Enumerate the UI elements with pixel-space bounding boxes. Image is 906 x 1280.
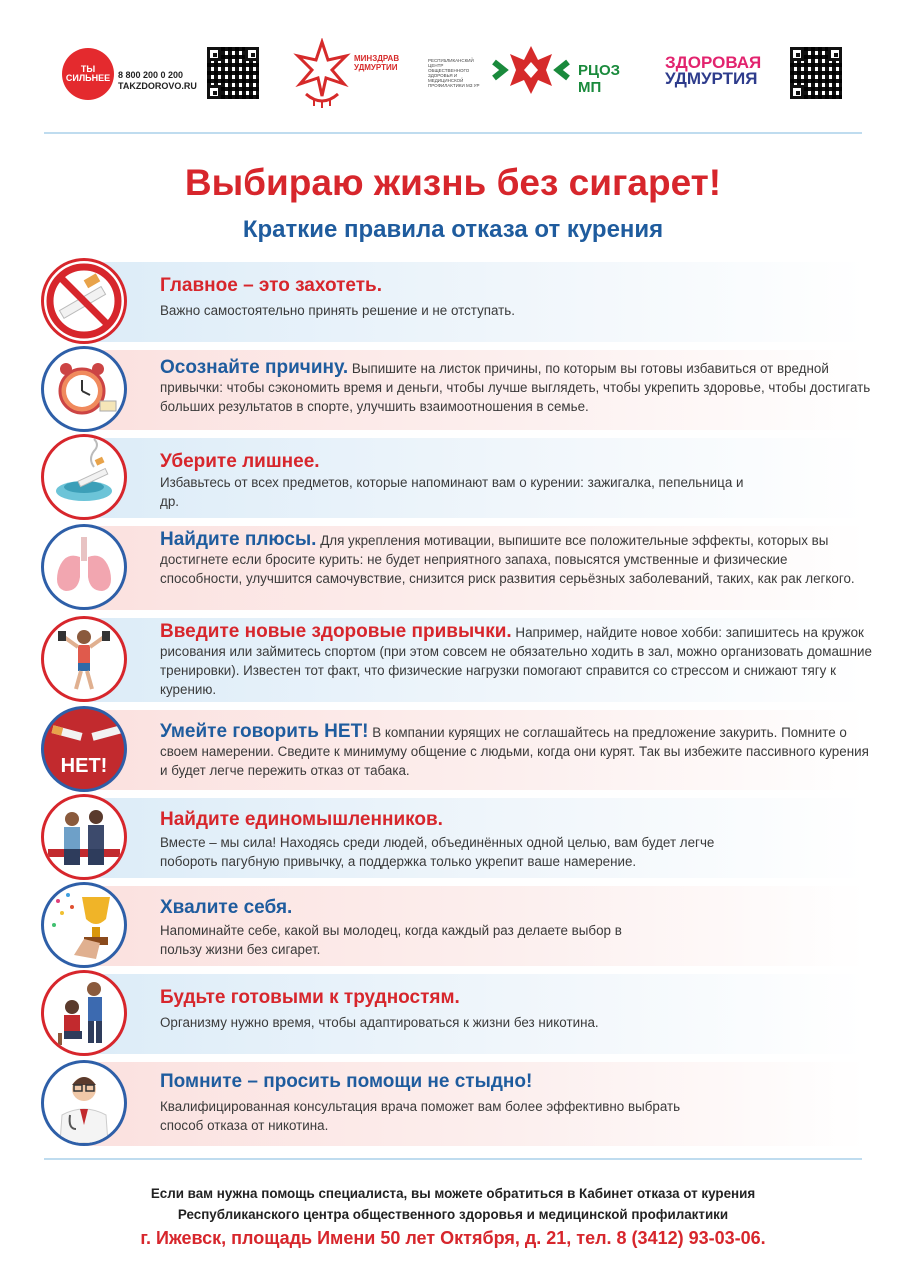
minzdrav-logo [292, 38, 402, 110]
zdorovaya-text: ЗДОРОВАЯ [665, 53, 762, 72]
zdorovaya-udmurtiya-logo [665, 55, 761, 87]
item-text: Например, найдите новое хобби: запишитесь на кружок рисования или займитесь спортом (при этом совсем не обязательно ходить в зал, можно организовать домашние тренировки). Известен тот факт, что физические нагрузки помогают справится со стрессом и снижают тягу к курению. [160, 625, 872, 697]
item-text: В компании курящих не соглашайтесь на предложение закурить. Помните о своем намерении. Сведите к минимуму общение с людьми, когда они курят. Так вы избежите пассивного курения и будет легче пережить отказ от табака. [160, 725, 869, 778]
item-heading: Найдите плюсы. [160, 529, 317, 550]
minzdrav-line2: УДМУРТИИ [354, 63, 398, 72]
trophy-icon [41, 882, 127, 968]
list-item [0, 794, 906, 882]
item-text: Квалифицированная консультация врача поможет вам более эффективно выбрать способ отказа от никотина. [160, 1099, 681, 1133]
net-badge-text: НЕТ! [60, 755, 108, 777]
footer-line2: Республиканского центра общественного здоровья и медицинской профилактики [177, 1207, 729, 1222]
bottom-divider [44, 1158, 862, 1160]
item-text: Вместе – мы сила! Находясь среди людей, объединённых одной целью, вам будет легче побороть пагубную привычку, а поддержка только укрепит ваше намерение. [160, 835, 715, 869]
item-text: Для укрепления мотивации, выпишите все положительные эффекты, которых вы достигнете если бросите курить: не будет неприятного запаха, повысятся умственные и физические способности, улучшится самочувствие, снизится риск развития серьёзных заболеваний, таких, как рак легкого. [160, 533, 855, 586]
item-heading: Помните – просить помощи не стыдно! [160, 1071, 533, 1092]
list-item [0, 970, 906, 1058]
ashtray-icon [41, 434, 127, 520]
fitness-woman-icon [41, 616, 127, 702]
list-item [0, 1058, 906, 1150]
lungs-icon [41, 524, 127, 610]
list-item [0, 706, 906, 794]
footer-line1: Если вам нужна помощь специалиста, вы можете обратиться в Кабинет отказа от курения [150, 1186, 756, 1201]
rcoz-ornament-icon [486, 42, 576, 98]
list-item [0, 614, 906, 706]
item-text: Выпишите на листок причины, по которым вы готовы избавиться от вредной привычки: чтобы сэкономить время и деньги, чтобы лучше выглядеть, чтобы укрепить здоровье, чтобы достигать больших результатов в спорте, улучшить взаимоотношения в семье. [160, 361, 871, 414]
two-men-bench-icon [41, 794, 127, 880]
item-heading: Будьте готовыми к трудностям. [160, 987, 460, 1008]
top-divider [44, 132, 862, 134]
item-heading: Главное – это захотеть. [160, 275, 382, 296]
rcoz-name: РЦОЗ МП [578, 62, 621, 96]
support-people-icon [41, 970, 127, 1056]
item-heading: Хвалите себя. [160, 897, 293, 918]
header [0, 0, 906, 130]
ty-logo-text: ТЫ СИЛЬНЕЕ [65, 64, 111, 83]
udmurtiya-text: УДМУРТИЯ [665, 69, 758, 88]
rcoz-logo [428, 40, 638, 100]
ty-silnee-logo [62, 48, 114, 100]
item-text: Важно самостоятельно принять решение и не отступать. [160, 303, 515, 318]
hotline-site: TAKZDOROVO.RU [118, 81, 197, 91]
page-subtitle: Краткие правила отказа от курения [242, 216, 664, 243]
doctor-icon [41, 1060, 127, 1146]
list-item [0, 882, 906, 970]
list-item [0, 258, 906, 346]
item-heading: Умейте говорить НЕТ! [160, 721, 369, 742]
page-title: Выбираю жизнь без сигарет! [184, 162, 722, 203]
rcoz-small-text: РЕСПУБЛИКАНСКИЙ ЦЕНТР ОБЩЕСТВЕННОГО ЗДОРОВЬЯ И МЕДИЦИНСКОЙ ПРОФИЛАКТИКИ МЗ УР [428, 58, 480, 88]
hotline [118, 70, 197, 92]
item-heading: Найдите единомышленников. [160, 809, 443, 830]
broken-cigarette-icon [50, 719, 124, 749]
footer-address: г. Ижевск, площадь Имени 50 лет Октября, д. 21, тел. 8 (3412) 93-03-06. [140, 1228, 766, 1248]
alarm-clock-icon [41, 346, 127, 432]
list-item [0, 522, 906, 614]
item-heading: Уберите лишнее. [160, 451, 320, 472]
item-text: Организму нужно время, чтобы адаптироваться к жизни без никотина. [160, 1015, 599, 1030]
list-item [0, 346, 906, 434]
no-smoking-icon [41, 258, 127, 344]
minzdrav-line1: МИНЗДРАВ [354, 54, 400, 63]
qr-code-icon [788, 45, 844, 101]
footer-info [0, 1183, 906, 1225]
list-item [0, 434, 906, 522]
item-heading: Осознайте причину. [160, 357, 349, 378]
item-heading: Введите новые здоровые привычки. [160, 621, 512, 642]
net-badge [41, 706, 127, 792]
item-text: Избавьтесь от всех предметов, которые напоминают вам о курении: зажигалка, пепельница и др. [160, 475, 744, 509]
qr-code-icon [205, 45, 261, 101]
minzdrav-emblem-icon [292, 38, 352, 110]
hotline-phone: 8 800 200 0 200 [118, 70, 184, 80]
item-text: Напоминайте себе, какой вы молодец, когда каждый раз делаете выбор в пользу жизни без сигарет. [160, 923, 622, 957]
